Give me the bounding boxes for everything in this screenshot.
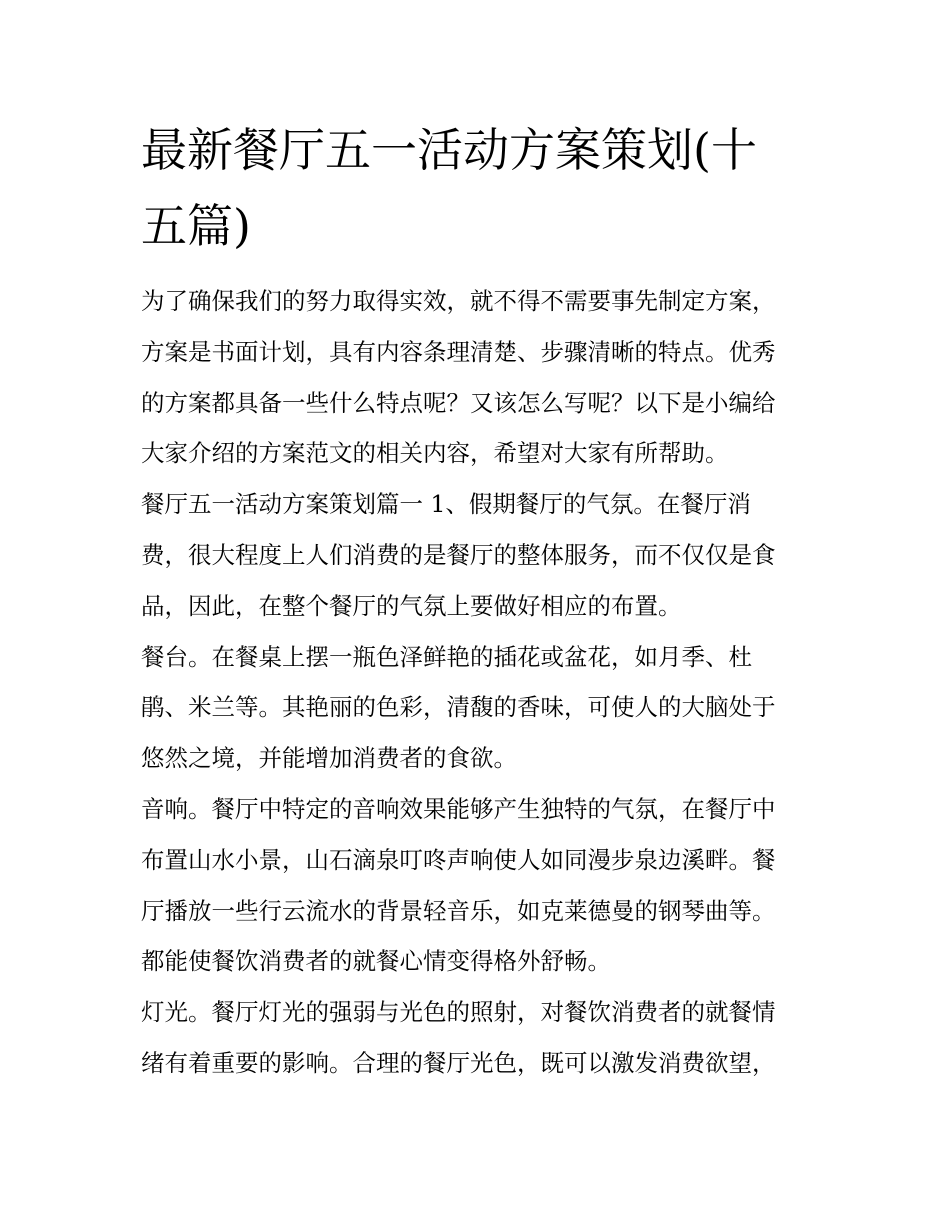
text-line: 都能使餐饮消费者的就餐心情变得格外舒畅。 — [141, 947, 611, 976]
text-line: 绪有着重要的影响。合理的餐厅光色，既可以激发消费欲望， — [141, 1048, 776, 1077]
paragraph-table-decoration — [141, 632, 813, 784]
text-line: 布置山水小景，山石滴泉叮咚声响使人如同漫步泉边溪畔。餐 — [141, 845, 776, 874]
paragraph-intro — [141, 276, 813, 479]
text-line: 费，很大程度上人们消费的是餐厅的整体服务，而不仅仅是食 — [141, 540, 776, 569]
paragraph-holiday-atmosphere — [141, 479, 813, 631]
text-line: 灯光。餐厅灯光的强弱与光色的照射，对餐饮消费者的就餐情 — [141, 998, 776, 1027]
title-line: 五篇) — [141, 199, 251, 253]
text-line: 鹃、米兰等。其艳丽的色彩，清馥的香味，可使人的大脑处于 — [141, 693, 776, 722]
text-line: 为了确保我们的努力取得实效，就不得不需要事先制定方案， — [141, 287, 776, 315]
paragraph-sound — [141, 784, 813, 987]
text-line: 大家介绍的方案范文的相关内容，希望对大家有所帮助。 — [141, 439, 729, 468]
document-content — [141, 112, 813, 1089]
document-body — [141, 276, 813, 1089]
text-line: 方案是书面计划，具有内容条理清楚、步骤清晰的特点。优秀 — [141, 337, 776, 366]
text-line: 厅播放一些行云流水的背景轻音乐，如克莱德曼的钢琴曲等。 — [141, 896, 776, 925]
text-line: 音响。餐厅中特定的音响效果能够产生独特的气氛，在餐厅中 — [141, 794, 776, 823]
text-line: 餐台。在餐桌上摆一瓶色泽鲜艳的插花或盆花，如月季、杜 — [141, 642, 752, 671]
text-line: 悠然之境，并能增加消费者的食欲。 — [141, 744, 517, 773]
document-title — [141, 112, 813, 264]
paragraph-lighting — [141, 987, 813, 1089]
text-line: 品，因此，在整个餐厅的气氛上要做好相应的布置。 — [141, 591, 682, 620]
title-line: 最新餐厅五一活动方案策划(十 — [141, 123, 757, 177]
text-line: 餐厅五一活动方案策划篇一 1、假期餐厅的气氛。在餐厅消 — [141, 490, 751, 519]
text-line: 的方案都具备一些什么特点呢？又该怎么写呢？以下是小编给 — [141, 388, 776, 417]
